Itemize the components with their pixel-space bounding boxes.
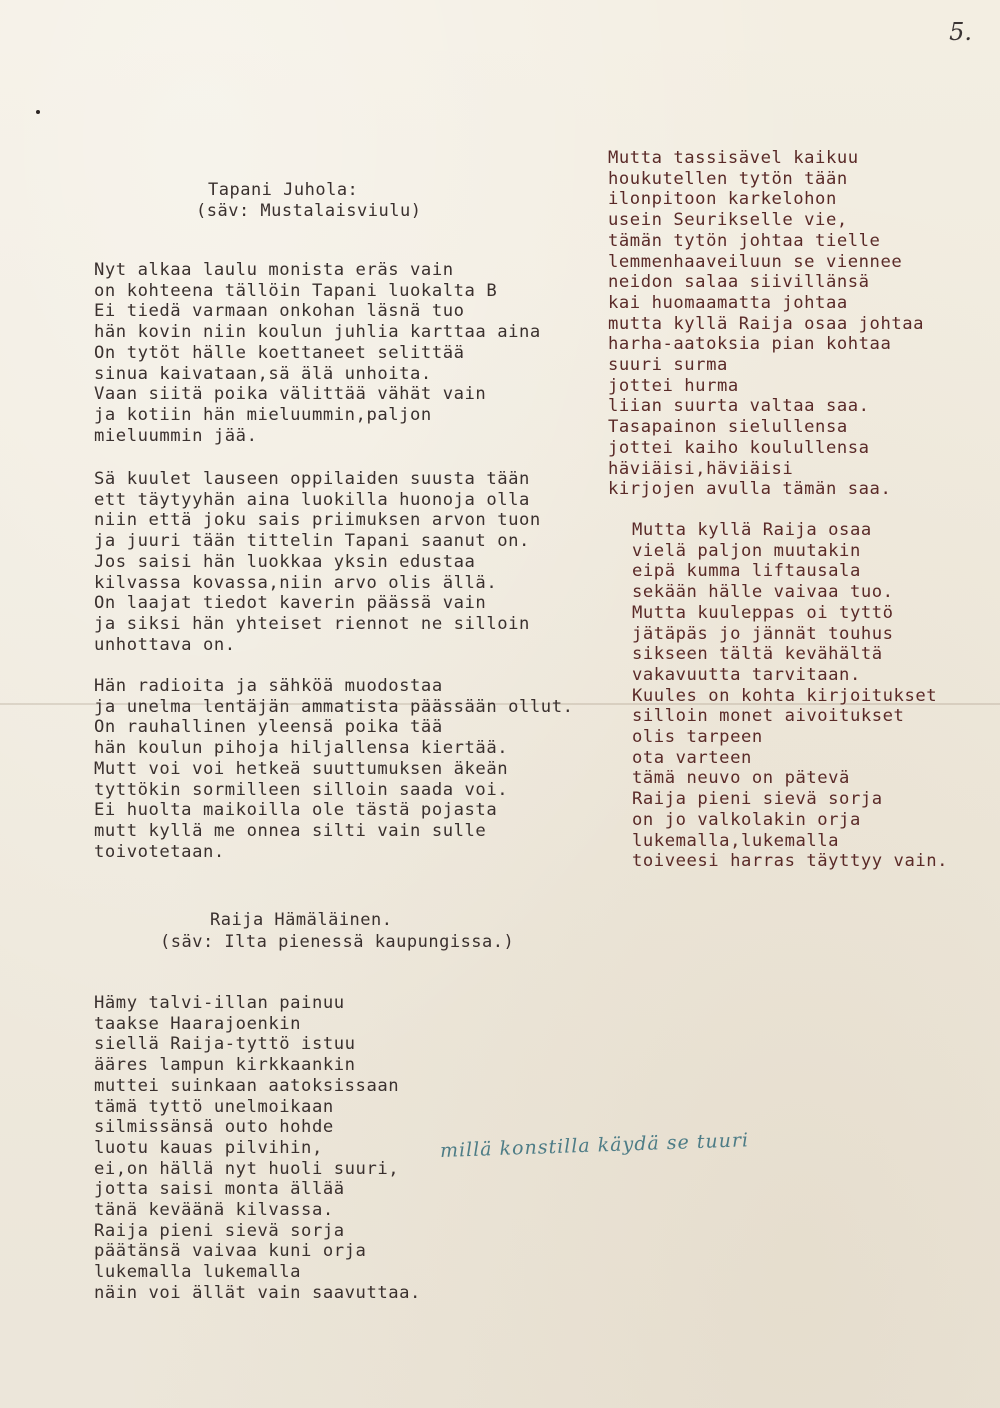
verse-line: eipä kumma liftausala bbox=[632, 561, 861, 582]
verse-line: Raija pieni sievä sorja bbox=[94, 1220, 345, 1241]
verse-line: mieluummin jää. bbox=[94, 425, 258, 446]
verse-line: taakse Haarajoenkin bbox=[94, 1013, 302, 1034]
verse-line: ota varteen bbox=[632, 747, 752, 768]
song1-verse-2 bbox=[94, 469, 541, 655]
verse-line: päätänsä vaivaa kuni orja bbox=[94, 1241, 367, 1262]
song2-subtitle-block bbox=[160, 932, 514, 953]
verse-line: vielä paljon muutakin bbox=[632, 540, 861, 561]
verse-line: toiveesi harras täyttyy vain. bbox=[632, 851, 949, 872]
verse-line: jottei kaiho koulullensa bbox=[608, 437, 870, 458]
verse-line: niin että joku sais priimuksen arvon tuon bbox=[94, 510, 541, 531]
verse-line: ja unelma lentäjän ammatista päässään ollut. bbox=[94, 696, 574, 717]
verse-line: Raija pieni sievä sorja bbox=[632, 789, 883, 810]
verse-line: mutt kyllä me onnea silti vain sulle bbox=[94, 820, 487, 841]
verse-line: sinua kaivataan,sä älä unhoita. bbox=[94, 363, 432, 384]
verse-line: tämä tyttö unelmoikaan bbox=[94, 1096, 334, 1117]
verse-line: mutta kyllä Raija osaa johtaa bbox=[608, 313, 925, 334]
verse-line: Mutt voi voi hetkeä suuttumuksen äkeän bbox=[94, 758, 509, 779]
song1-verse-3 bbox=[94, 676, 574, 862]
verse-line: ei,on hällä nyt huoli suuri, bbox=[94, 1158, 400, 1179]
verse-line: Ei tiedä varmaan onkohan läsnä tuo bbox=[94, 301, 465, 322]
verse-line: Nyt alkaa laulu monista eräs vain bbox=[94, 260, 454, 280]
verse-line: ja kotiin hän mieluummin,paljon bbox=[94, 404, 432, 425]
right-verse-1 bbox=[608, 148, 924, 500]
verse-line: lukemalla,lukemalla bbox=[632, 830, 840, 851]
ink-speck bbox=[36, 110, 40, 114]
right-verse-2 bbox=[632, 520, 948, 872]
song2-melody: (säv: Ilta pienessä kaupungissa.) bbox=[160, 932, 515, 952]
verse-line: ääres lampun kirkkaankin bbox=[94, 1055, 356, 1076]
verse-line: Mutta tassisävel kaikuu bbox=[608, 148, 859, 168]
verse-line: usein Seurikselle vie, bbox=[608, 210, 848, 231]
verse-line: On laajat tiedot kaverin päässä vain bbox=[94, 593, 487, 614]
song2-verse-1 bbox=[94, 993, 421, 1304]
verse-line: unhottava on. bbox=[94, 634, 236, 655]
song2-title-block bbox=[210, 910, 393, 931]
page-number: 5. bbox=[949, 18, 972, 46]
verse-line: häviäisi,häviäisi bbox=[608, 458, 794, 479]
verse-line: Tasapainon sielullensa bbox=[608, 417, 848, 438]
verse-line: sekään hälle vaivaa tuo. bbox=[632, 582, 894, 603]
verse-line: kirjojen avulla tämän saa. bbox=[608, 479, 892, 500]
verse-line: liian suurta valtaa saa. bbox=[608, 396, 870, 417]
verse-line: ja juuri tään tittelin Tapani saanut on. bbox=[94, 531, 530, 552]
verse-line: harha-aatoksia pian kohtaa bbox=[608, 334, 892, 355]
verse-line: kai huomaamatta johtaa bbox=[608, 292, 848, 313]
verse-line: tämän tytön johtaa tielle bbox=[608, 230, 881, 251]
verse-line: kilvassa kovassa,niin arvo olis ällä. bbox=[94, 572, 498, 593]
verse-line: jottei hurma bbox=[608, 375, 739, 396]
verse-line: Hän radioita ja sähköä muodostaa bbox=[94, 676, 443, 696]
verse-line: tämä neuvo on pätevä bbox=[632, 768, 850, 789]
song1-verse-1 bbox=[94, 260, 541, 446]
verse-line: ja siksi hän yhteiset riennot ne silloin bbox=[94, 613, 530, 634]
verse-line: olis tarpeen bbox=[632, 727, 763, 748]
verse-line: näin voi ällät vain saavuttaa. bbox=[94, 1282, 421, 1303]
verse-line: tänä keväänä kilvassa. bbox=[94, 1200, 334, 1221]
verse-line: Hämy talvi-illan painuu bbox=[94, 993, 345, 1013]
verse-line: Jos saisi hän luokkaa yksin edustaa bbox=[94, 551, 476, 572]
verse-line: Vaan siitä poika välittää vähät vain bbox=[94, 384, 487, 405]
verse-line: lukemalla lukemalla bbox=[94, 1262, 302, 1283]
song1-title-block bbox=[208, 180, 358, 201]
song1-subtitle-block bbox=[196, 201, 421, 222]
verse-line: silloin monet aivoitukset bbox=[632, 706, 905, 727]
verse-line: vakavuutta tarvitaan. bbox=[632, 664, 861, 685]
verse-line: luotu kauas pilvihin, bbox=[94, 1137, 323, 1158]
verse-line: silmissänsä outo hohde bbox=[94, 1117, 334, 1138]
verse-line: Mutta kuuleppas oi tyttö bbox=[632, 602, 894, 623]
verse-line: toivotetaan. bbox=[94, 841, 225, 862]
verse-line: lemmenhaaveiluun se viennee bbox=[608, 251, 903, 272]
verse-line: ilonpitoon karkelohon bbox=[608, 189, 837, 210]
verse-line: muttei suinkaan aatoksissaan bbox=[94, 1075, 400, 1096]
verse-line: jätäpäs jo jännät touhus bbox=[632, 623, 894, 644]
verse-line: siellä Raija-tyttö istuu bbox=[94, 1034, 356, 1055]
verse-line: tyttökin sormilleen silloin saada voi. bbox=[94, 779, 509, 800]
verse-line: ett täytyyhän aina luokilla huonoja olla bbox=[94, 489, 530, 510]
song1-melody: (säv: Mustalaisviulu) bbox=[196, 201, 422, 221]
verse-line: on kohteena tällöin Tapani luokalta B bbox=[94, 280, 498, 301]
verse-line: Ei huolta maikoilla ole tästä pojasta bbox=[94, 800, 498, 821]
verse-line: On tytöt hälle koettaneet selittää bbox=[94, 342, 465, 363]
verse-line: Kuules on kohta kirjoitukset bbox=[632, 685, 938, 706]
verse-line: houkutellen tytön tään bbox=[608, 168, 848, 189]
verse-line: suuri surma bbox=[608, 355, 728, 376]
verse-line: neidon salaa siivillänsä bbox=[608, 272, 870, 293]
verse-line: Mutta kyllä Raija osaa bbox=[632, 520, 872, 540]
verse-line: hän kovin niin koulun juhlia karttaa aina bbox=[94, 322, 541, 343]
song2-title: Raija Hämäläinen. bbox=[210, 910, 393, 930]
verse-line: sikseen tältä kevähältä bbox=[632, 644, 883, 665]
verse-line: On rauhallinen yleensä poika tää bbox=[94, 717, 443, 738]
verse-line: Sä kuulet lauseen oppilaiden suusta tään bbox=[94, 469, 530, 489]
handwritten-note: millä konstilla käydä se tuuri bbox=[439, 1129, 750, 1162]
song1-title: Tapani Juhola: bbox=[208, 180, 359, 200]
verse-line: on jo valkolakin orja bbox=[632, 809, 861, 830]
verse-line: hän koulun pihoja hiljallensa kiertää. bbox=[94, 738, 509, 759]
verse-line: jotta saisi monta ällää bbox=[94, 1179, 345, 1200]
